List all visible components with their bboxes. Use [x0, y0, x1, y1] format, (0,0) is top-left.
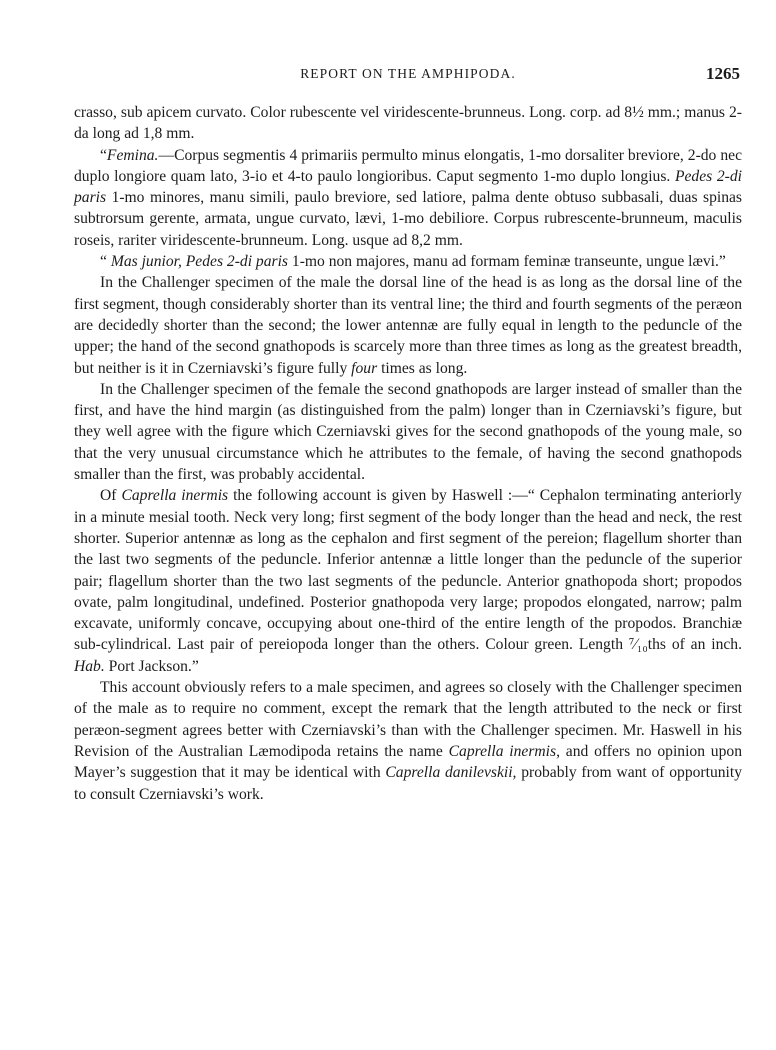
text-run: “: [100, 146, 107, 164]
text-run: 1-mo minores, manu simili, paulo breviore, sed latiore, palma dente obtuso subbasali, duas spinas subtrorsum gerente, armata, ungue curvato, lævi, 1-mo debiliore. Corpus rubrescente-brunneum, maculis roseis, rariter viridescente-brunneum. Long. usque ad 8,2 mm.: [74, 189, 742, 249]
text-run: crasso, sub apicem curvato. Color rubescente vel viridescente-brunneus. Long. corp. ad 8½ mm.; manus 2-da long ad 1,8 mm.: [74, 104, 742, 143]
text-run: This account obviously refers to a male specimen, and agrees so closely with the Challenger specimen of the male as to require no comment, except the remark that the length attributed to the neck or first peræon-segment agrees better with Czerniavski’s than with the Challenger specimen. Mr. Haswell in his Revision of the Australian Læmodipoda retains the name: [74, 679, 742, 760]
text-run: and offers no opinion upon Mayer’s suggestion that it may be identical with: [74, 742, 742, 782]
running-head: [76, 64, 740, 86]
italic-text-run: Caprella inermis: [121, 487, 229, 505]
text-run: —Corpus segmentis 4 primariis permulto minus elongatis, 1-mo dorsaliter breviore, 2-do nec duplo longiore quam lato, 3-io et 4-to paulo longioribus. Caput segmento 1-mo duplo longius.: [74, 146, 742, 185]
body-text: [74, 102, 742, 805]
paragraph-3: [74, 251, 742, 272]
text-run: the following account is given by Haswell :—“ Cephalon terminating anteriorly in a minute mesial tooth. Neck very long; first segment of the body longer than the head and neck, the rest shorter. Superior antennæ as long as the cephalon and first segment of the pereion; flagellum shorter than the last two segments of the peduncle. Inferior antennæ a little longer than the peduncle of the superior pair; flagellum shorter than the two last segments of the peduncle. Anterior gnathopoda short; propodos ovate, palm longitudinal, undefined. Posterior gnathopoda very large; propodos elongated, narrow; palm excavate, uniformly concave, occupying about one-third of the entire length of the propodos. Branchiæ sub-cylindrical. Last pair of pereiopoda longer than the others. Colour green. Length ⁷⁄₁₀ths of an inch.: [74, 487, 742, 654]
italic-text-run: Pedes 2-di paris: [74, 167, 742, 207]
paragraph-1: [74, 102, 742, 145]
text-run: Port Jackson.”: [104, 657, 199, 675]
text-run: “: [100, 253, 111, 271]
paragraph-5: [74, 379, 742, 485]
text-run: probably from want of opportunity to consult Czerniavski’s work.: [74, 764, 742, 803]
italic-text-run: Pedes 2-di paris: [185, 253, 288, 271]
page-number: 1265: [706, 64, 740, 83]
running-title: REPORT ON THE AMPHIPODA.: [300, 66, 516, 81]
text-run: 1-mo non majores, manu ad formam feminæ transeunte, ungue lævi.”: [288, 253, 726, 271]
italic-text-run: Caprella danilevskii,: [385, 764, 517, 782]
paragraph-2: [74, 145, 742, 251]
paragraph-4: [74, 272, 742, 378]
paragraph-7: [74, 677, 742, 805]
paragraph-6: [74, 485, 742, 677]
text-run: In the Challenger specimen of the female the second gnathopods are larger instead of smaller than the first, and have the hind margin (as distinguished from the palm) longer than in Czerniavski’s figure, but they well agree with the figure which Czerniavski gives for the second gnathopods of the young male, so that the very unusual circumstance which he attributes to the female, of having the second gnathopods smaller than the first, was probably accidental.: [74, 380, 742, 484]
text-run: Of: [100, 487, 122, 505]
italic-text-run: Hab.: [74, 657, 105, 675]
text-run: In the Challenger specimen of the male the dorsal line of the head is as long as the dorsal line of the first segment, though considerably shorter than its ventral line; the third and fourth segments of the peræon are decidedly shorter than the second; the lower antennæ are fully equal in length to the peduncle of the upper; the hand of the second gnathopods is scarcely more than three times as long as the greatest breadth, but neither is it in Czerniavski’s figure fully: [74, 274, 742, 377]
italic-text-run: Caprella inermis,: [448, 742, 560, 760]
italic-text-run: Mas junior,: [110, 253, 182, 271]
italic-text-run: four: [351, 359, 378, 377]
text-run: times as long.: [377, 359, 468, 377]
italic-text-run: Femina.: [106, 146, 159, 164]
